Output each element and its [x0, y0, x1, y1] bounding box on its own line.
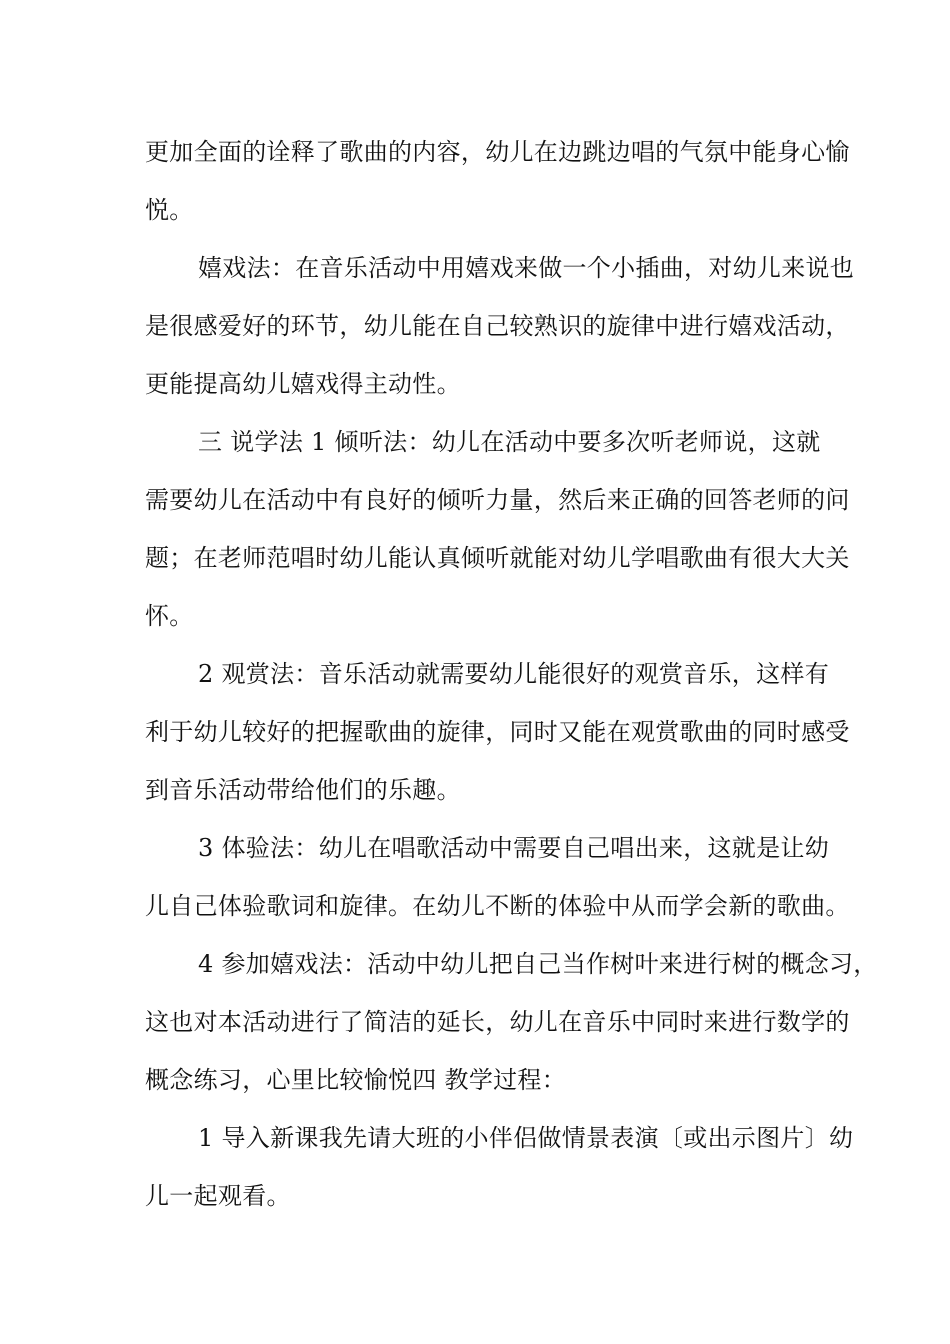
text-line: 需要幼儿在活动中有良好的倾听力量，然后来正确的回答老师的问 [145, 486, 850, 514]
text-line: 2 观赏法：音乐活动就需要幼儿能很好的观赏音乐，这样有 [198, 660, 829, 688]
text-line: 题；在老师范唱时幼儿能认真倾听就能对幼儿学唱歌曲有很大大关 [145, 544, 850, 572]
text-line: 儿一起观看。 [145, 1182, 291, 1210]
text-line: 悦。 [145, 196, 194, 224]
text-line: 儿自己体验歌词和旋律。在幼儿不断的体验中从而学会新的歌曲。 [145, 892, 850, 920]
text-line: 这也对本活动进行了简洁的延长，幼儿在音乐中同时来进行数学的 [145, 1008, 850, 1036]
text-line: 利于幼儿较好的把握歌曲的旋律，同时又能在观赏歌曲的同时感受 [145, 718, 850, 746]
text-line: 更加全面的诠释了歌曲的内容，幼儿在边跳边唱的气氛中能身心愉 [145, 138, 850, 166]
text-line: 是很感爱好的环节，幼儿能在自己较熟识的旋律中进行嬉戏活动， [145, 312, 850, 340]
text-line: 到音乐活动带给他们的乐趣。 [145, 776, 461, 804]
text-line: 1 导入新课我先请大班的小伴侣做情景表演〔或出示图片〕幼 [198, 1124, 854, 1152]
text-line: 4 参加嬉戏法：活动中幼儿把自己当作树叶来进行树的概念习， [198, 950, 878, 978]
text-line: 概念练习，心里比较愉悦四 教学过程： [145, 1066, 567, 1094]
text-line: 嬉戏法：在音乐活动中用嬉戏来做一个小插曲，对幼儿来说也 [198, 254, 855, 282]
text-line: 3 体验法：幼儿在唱歌活动中需要自己唱出来，这就是让幼 [198, 834, 829, 862]
text-line: 更能提高幼儿嬉戏得主动性。 [145, 370, 461, 398]
text-line: 三 说学法 1 倾听法：幼儿在活动中要多次听老师说，这就 [198, 428, 821, 456]
text-line: 怀。 [145, 602, 194, 630]
